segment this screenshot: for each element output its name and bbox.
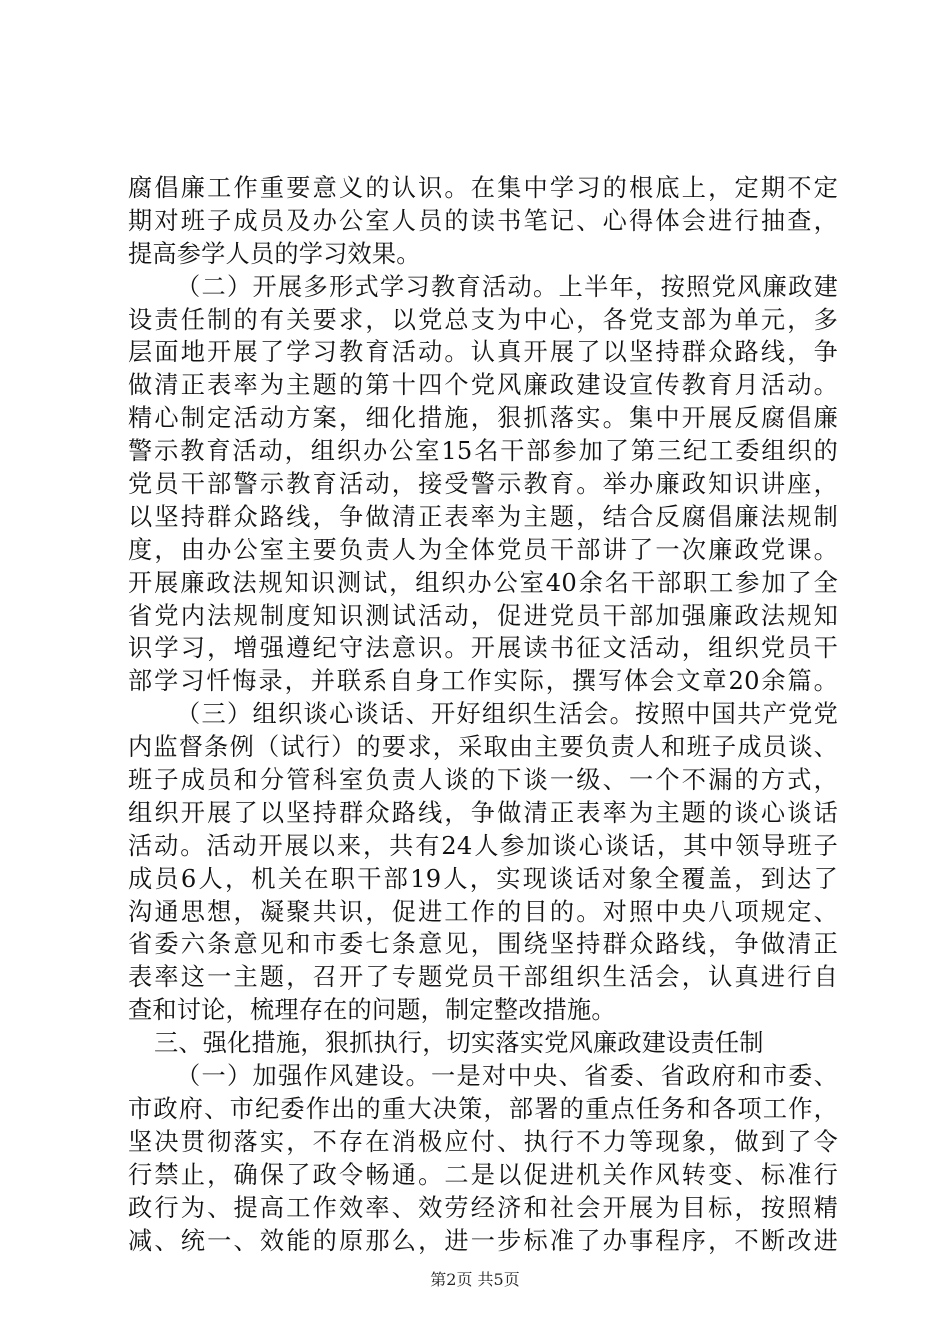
text-line: 识学习，增强遵纪守法意识。开展读书征文活动，组织党员干 [128,634,838,663]
document-body [128,172,838,1257]
text-line: 省委六条意见和市委七条意见，围绕坚持群众路线，争做清正 [128,930,838,959]
text-line: （二）开展多形式学习教育活动。上半年，按照党风廉政建 [176,272,838,301]
text-line: 减、统一、效能的原那么，进一步标准了办事程序，不断改进 [128,1226,838,1255]
text-line: 行禁止，确保了政令畅通。二是以促进机关作风转变、标准行 [128,1160,838,1189]
text-line: 做清正表率为主题的第十四个党风廉政建设宣传教育月活动。 [128,371,838,400]
text-line: （三）组织谈心谈话、开好组织生活会。按照中国共产党党 [176,700,838,729]
text-line: 期对班子成员及办公室人员的读书笔记、心得体会进行抽查， [128,206,838,235]
text-line: （一）加强作风建设。一是对中央、省委、省政府和市委、 [176,1062,838,1091]
text-line: 班子成员和分管科室负责人谈的下谈一级、一个不漏的方式， [128,766,838,795]
text-line: 政行为、提高工作效率、效劳经济和社会开展为目标，按照精 [128,1193,838,1222]
text-line: 内监督条例（试行）的要求，采取由主要负责人和班子成员谈、 [128,733,838,762]
text-line: 表率这一主题，召开了专题党员干部组织生活会，认真进行自 [128,963,838,992]
text-line: 三、强化措施，狠抓执行，切实落实党风廉政建设责任制 [154,1029,764,1058]
text-line: 部学习忏悔录，并联系自身工作实际，撰写体会文章20余篇。 [128,667,838,696]
text-line: 坚决贯彻落实，不存在消极应付、执行不力等现象，做到了令 [128,1127,838,1156]
text-line: 层面地开展了学习教育活动。认真开展了以坚持群众路线，争 [128,338,838,367]
text-line: 成员6人，机关在职干部19人，实现谈话对象全覆盖，到达了 [128,864,838,893]
text-line: 党员干部警示教育活动，接受警示教育。举办廉政知识讲座， [128,470,838,499]
page-footer: 第2页 共5页 [430,1270,520,1289]
text-line: 开展廉政法规知识测试，组织办公室40余名干部职工参加了全 [128,568,838,597]
text-line: 警示教育活动，组织办公室15名干部参加了第三纪工委组织的 [128,437,838,466]
text-line: 省党内法规制度知识测试活动，促进党员干部加强廉政法规知 [128,601,838,630]
text-line: 查和讨论，梳理存在的问题，制定整改措施。 [128,996,616,1025]
text-line: 以坚持群众路线，争做清正表率为主题，结合反腐倡廉法规制 [128,502,838,531]
text-line: 沟通思想，凝聚共识，促进工作的目的。对照中央八项规定、 [128,897,838,926]
text-line: 腐倡廉工作重要意义的认识。在集中学习的根底上，定期不定 [128,174,838,202]
text-line: 设责任制的有关要求，以党总支为中心，各党支部为单元，多 [128,305,838,334]
text-line: 活动。活动开展以来，共有24人参加谈心谈话，其中领导班子 [128,831,838,860]
text-line: 精心制定活动方案，细化措施，狠抓落实。集中开展反腐倡廉 [128,404,838,433]
text-line: 市政府、市纪委作出的重大决策，部署的重点任务和各项工作， [128,1094,838,1123]
text-line: 提高参学人员的学习效果。 [128,239,421,268]
text-line: 度，由办公室主要负责人为全体党员干部讲了一次廉政党课。 [128,535,838,564]
text-line: 组织开展了以坚持群众路线，争做清正表率为主题的谈心谈话 [128,798,838,827]
